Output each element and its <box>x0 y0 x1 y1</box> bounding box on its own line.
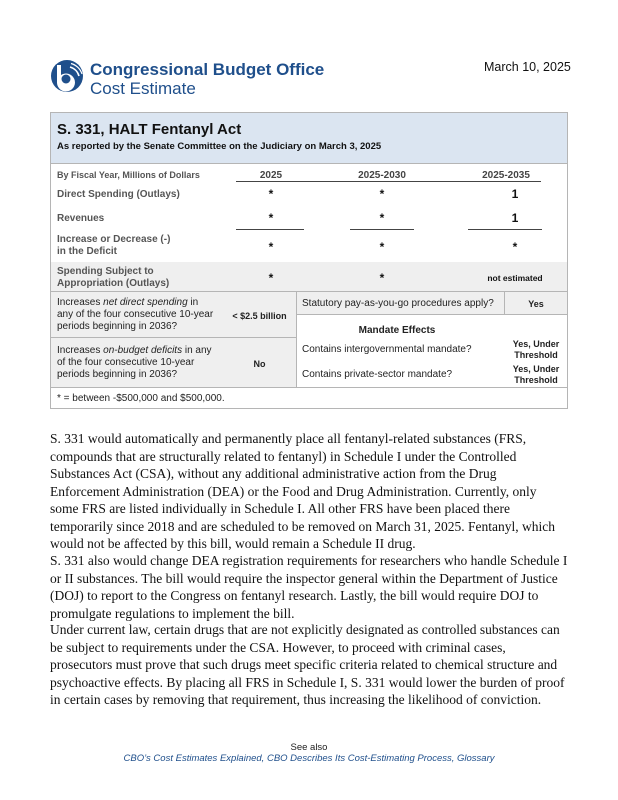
cbo-logo-icon <box>50 59 84 93</box>
row-direct-spending-2025: * <box>268 187 274 201</box>
reported-line: As reported by the Senate Committee on the Judiciary on March 3, 2025 <box>57 141 382 152</box>
header-underline <box>236 181 541 182</box>
bill-title: S. 331, HALT Fentanyl Act <box>57 121 242 138</box>
row-deficit-label-1: Increase or Decrease (-) <box>57 234 171 245</box>
paygo-answer: Yes <box>528 299 544 309</box>
row-deficit-2025: * <box>268 240 274 254</box>
col-2025: 2025 <box>259 170 283 181</box>
underline-2035 <box>468 229 542 230</box>
divider-lower-mid <box>296 291 297 388</box>
paygo-label: Statutory pay-as-you-go procedures apply? <box>302 298 494 309</box>
mandate-effects-header: Mandate Effects <box>358 325 436 336</box>
doc-type: Cost Estimate <box>90 79 196 98</box>
divider-lower-bottom <box>51 387 567 388</box>
row-deficit-2030: * <box>379 240 385 254</box>
q-net-direct-spending: Increases net direct spending in any of the four consecutive 10-year periods beginning in 2036? <box>57 297 214 332</box>
row-appropriation-label-2: Appropriation (Outlays) <box>57 278 170 289</box>
divider-paygo <box>297 314 567 315</box>
underline-2025 <box>236 229 304 230</box>
row-deficit-label-2: in the Deficit <box>57 246 118 257</box>
footnote: * = between -$500,000 and $500,000. <box>57 393 225 404</box>
row-appropriation-label-1: Spending Subject to <box>57 266 154 277</box>
summary-header <box>51 113 567 164</box>
private-mandate-label: Contains private-sector mandate? <box>302 369 453 380</box>
intergov-mandate-answer: Yes, Under Threshold <box>512 339 560 360</box>
row-direct-spending-2030: * <box>379 187 385 201</box>
body-paragraph-3: Under current law, certain drugs that are not explicitly designated as controlled substances can be subject to requirements under the CSA. However, to proceed with criminal cases, prosecutors must prove that such drugs meet specific criteria related to chemical structure and psychoactive effects. By placing all FRS in Schedule I, S. 331 would lower the burden of proof in certain cases by removing that requirement, thus increasing the likelihood of conviction. <box>50 622 565 707</box>
q-on-budget-deficits-answer: No <box>253 359 266 369</box>
row-revenues-label: Revenues <box>57 213 105 224</box>
col-2025-2035: 2025-2035 <box>482 170 530 181</box>
report-date: March 10, 2025 <box>484 60 571 74</box>
see-also-links[interactable]: CBO’s Cost Estimates Explained, CBO Describes Its Cost-Estimating Process, Glossary <box>123 753 495 764</box>
body-paragraph-1: S. 331 would automatically and permanently place all fentanyl-related substances (FRS, compounds that are structurally related to fentanyl) in Schedule I under the Controlled Substances Act (CSA), without any additional administrative action from the Drug Enforcement Administration (DEA) or the Food and Drug Administration. Currently, only some FRS are listed individually in Schedule I. All other FRS have been placed there temporarily since 2018 and are scheduled to be removed on March 31, 2025. Fentanyl, which would not be affected by this bill, would remain a Schedule II drug. <box>50 431 555 551</box>
row-revenues-2035: 1 <box>511 211 519 225</box>
row-direct-spending-2035: 1 <box>511 187 519 201</box>
row-revenues-2025: * <box>268 211 274 225</box>
row-appropriation-2025: * <box>268 271 274 285</box>
row-revenues-2030: * <box>379 211 385 225</box>
private-mandate-answer: Yes, Under Threshold <box>512 364 560 385</box>
org-name: Congressional Budget Office <box>90 60 325 79</box>
q-net-direct-spending-answer: < $2.5 billion <box>232 311 287 321</box>
table-header: By Fiscal Year, Millions of Dollars <box>57 170 200 180</box>
body-paragraph-2: S. 331 also would change DEA registration requirements for researchers who handle Schedule I or II substances. The bill would require the inspector general within the Department of Justice (DOJ) to report to the Congress on fentanyl research. Lastly, the bill would require DOJ to promulgate regulations to implement the bill. <box>50 553 568 621</box>
row-appropriation-2035: not estimated <box>487 273 543 283</box>
see-also: See also <box>290 742 328 753</box>
intergov-mandate-label: Contains intergovernmental mandate? <box>302 344 472 355</box>
row-direct-spending-label: Direct Spending (Outlays) <box>57 189 180 200</box>
divider-lower-left <box>51 337 296 338</box>
col-2025-2030: 2025-2030 <box>358 170 406 181</box>
row-deficit-2035: * <box>512 240 518 254</box>
underline-2030 <box>350 229 414 230</box>
summary-box <box>50 112 568 409</box>
row-appropriation-2030: * <box>379 271 385 285</box>
q-on-budget-deficits: Increases on-budget deficits in any of the four consecutive 10-year periods beginning in 2036? <box>57 345 212 380</box>
